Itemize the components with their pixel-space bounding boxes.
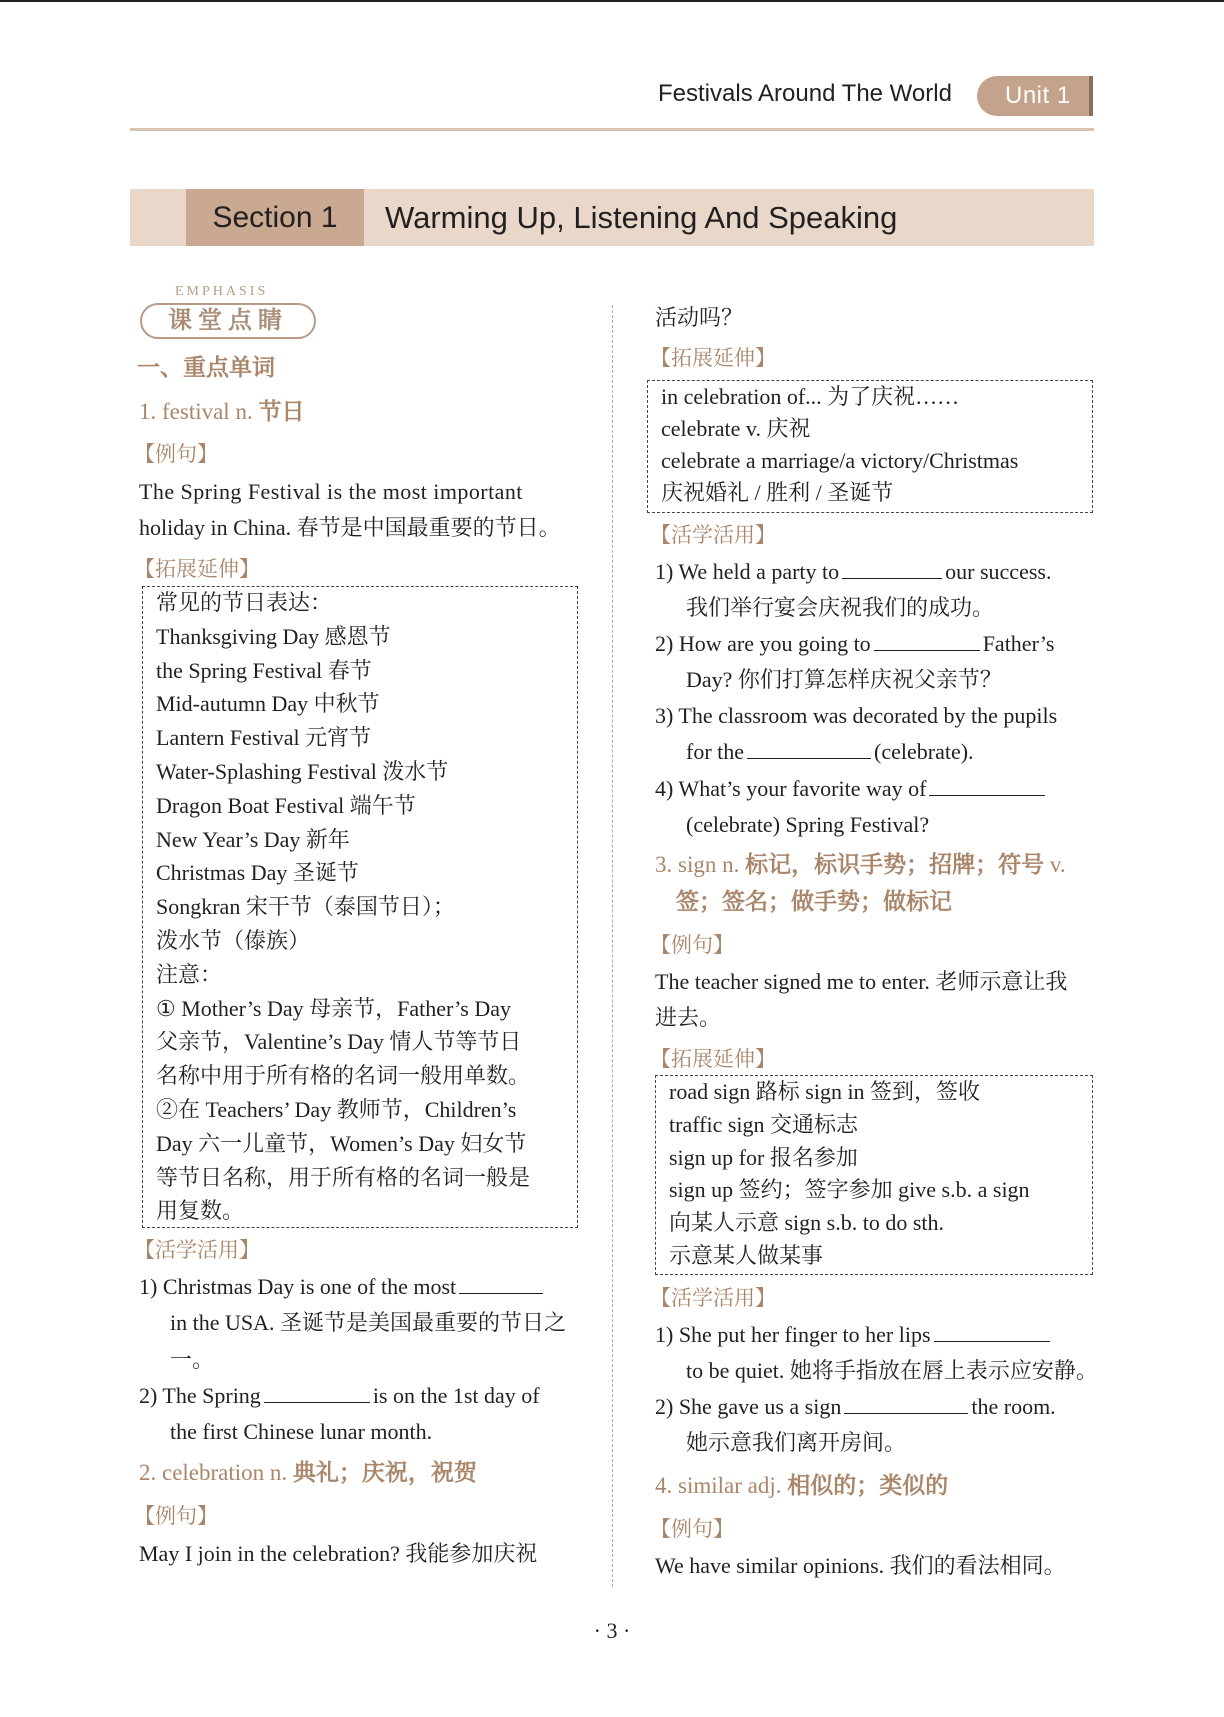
practice-text: 4) What’s your favorite way of [655,776,927,801]
practice-item-2 [655,1393,1056,1421]
extension-box-line: 等节日名称，用于所有格的名词一般是 [156,1164,531,1190]
extension-box-celebration [647,380,1093,513]
extension-box-line: Day 六一儿童节，Women’s Day 妇女节 [156,1130,527,1156]
answer-blank[interactable] [844,1395,968,1414]
practice-item-1 [655,558,1051,586]
extension-box-line: 向某人示意 sign s.b. to do sth. [669,1210,945,1236]
extension-label: 【拓展延伸】 [650,1047,776,1071]
page-number: · 3 · [593,1618,631,1643]
practice-text: (celebrate). [874,739,974,764]
word-entry-meaning: 签；签名；做手势；做标记 [676,889,952,914]
extension-box-line: 父亲节，Valentine’s Day 情人节等节日 [156,1029,522,1055]
answer-blank[interactable] [842,560,942,579]
extension-box-line: 示意某人做某事 [669,1243,824,1268]
practice-item-4 [655,775,1048,803]
word-entry-number: 3. sign n. [655,852,746,877]
practice-text: the first Chinese lunar month. [170,1419,433,1444]
word-entry-festival [139,398,304,426]
emphasis-caption: EMPHASIS [175,284,269,299]
example-sentence-line: 进去。 [655,1005,722,1030]
example-sentence-line: We have similar opinions. 我们的看法相同。 [655,1553,1066,1578]
extension-box-line: road sign 路标 sign in 签到，签收 [669,1079,981,1104]
example-label: 【例句】 [134,442,218,466]
practice-item-3-cont [686,738,974,766]
example-label: 【例句】 [134,1504,218,1528]
example-sentence-line: The Spring Festival is the most important [139,479,523,504]
section-title: Warming Up, Listening And Speaking [385,200,898,235]
extension-box-line: New Year’s Day 新年 [156,826,350,852]
practice-text: to be quiet. 她将手指放在唇上表示应安静。 [686,1358,1098,1383]
example-sentence-line: May I join in the celebration? 我能参加庆祝 [139,1541,538,1566]
practice-text: Father’s [982,631,1055,656]
practice-text: 1) Christmas Day is one of the most [139,1274,457,1299]
extension-box-line: sign up for 报名参加 [669,1144,858,1170]
example-label: 【例句】 [650,933,734,957]
answer-blank[interactable] [264,1384,370,1403]
part-title: 一、重点单词 [137,355,275,380]
column-divider [612,305,613,1587]
practice-text: our success. [945,559,1052,584]
practice-text: 2) The Spring [139,1383,261,1408]
practice-text: (celebrate) Spring Festival? [686,812,930,837]
emphasis-pill: 课堂点睛 [140,303,316,339]
example-sentence-line: The teacher signed me to enter. 老师示意让我 [655,969,1068,994]
top-border-line [0,0,1224,2]
word-entry-number: 4. similar adj. [655,1473,788,1498]
practice-text: 1) We held a party to [655,559,840,584]
section-number: Section 1 [186,189,364,246]
practice-item-2 [139,1382,540,1410]
extension-box-line: sign up 签约；签字参加 give s.b. a sign [669,1177,1030,1203]
word-entry-celebration [139,1459,477,1487]
practice-label: 【活学活用】 [650,523,776,547]
extension-box-line: Dragon Boat Festival 端午节 [156,792,416,818]
extension-box-line: 庆祝婚礼 / 胜利 / 圣诞节 [661,480,894,505]
word-entry-meaning: 标记，标识手势；招牌；符号 [745,852,1050,877]
answer-blank[interactable] [459,1275,543,1294]
extension-box-line: the Spring Festival 春节 [156,657,372,683]
practice-text: 她示意我们离开房间。 [686,1430,907,1455]
unit-badge: Unit 1 [977,76,1093,116]
extension-box-line: 名称中用于所有格的名词一般用单数。 [156,1063,531,1089]
extension-box-line: celebrate v. 庆祝 [661,416,811,441]
answer-blank[interactable] [747,740,871,759]
extension-box-line: Songkran 宋干节（泰国节日）； [156,894,455,920]
word-entry-meaning: 典礼；庆祝，祝贺 [292,1460,477,1485]
practice-label: 【活学活用】 [650,1286,776,1310]
practice-item-2 [655,630,1054,658]
extension-box-festivals [142,586,578,1228]
extension-box-line: Christmas Day 圣诞节 [156,860,359,886]
practice-text: 2) She gave us a sign [655,1394,842,1419]
answer-blank[interactable] [929,777,1045,796]
extension-box-line: ① Mother’s Day 母亲节，Father’s Day [156,995,511,1021]
extension-box-line: Water-Splashing Festival 泼水节 [156,759,449,784]
word-entry-sign [655,851,1066,879]
extension-box-line: in celebration of... 为了庆祝…… [661,384,960,409]
extension-box-line: Thanksgiving Day 感恩节 [156,623,391,649]
practice-item-3: 3) The classroom was decorated by the pupils [655,703,1058,728]
running-header-title: Festivals Around The World [658,80,952,107]
extension-box-line: ②在 Teachers’ Day 教师节，Children’s [156,1097,517,1122]
word-entry-similar [655,1472,948,1500]
extension-box-line: Lantern Festival 元宵节 [156,725,372,751]
example-label: 【例句】 [650,1517,734,1541]
answer-blank[interactable] [934,1323,1050,1342]
practice-text: 2) How are you going to [655,631,871,656]
answer-blank[interactable] [874,632,980,651]
continued-text: 活动吗？ [655,305,744,330]
extension-box-line: traffic sign 交通标志 [669,1111,859,1137]
practice-text: 1) She put her finger to her lips [655,1322,931,1347]
extension-box-line: 注意： [156,961,223,987]
extension-label: 【拓展延伸】 [134,557,260,581]
practice-label: 【活学活用】 [134,1238,260,1262]
practice-text: the room. [971,1394,1056,1419]
extension-box-line: Mid-autumn Day 中秋节 [156,691,380,717]
extension-box-sign [655,1075,1093,1275]
practice-item-1 [655,1321,1053,1349]
practice-text: 一。 [170,1347,215,1372]
header-rule [130,128,1094,131]
word-entry-number: 2. celebration n. [139,1460,293,1485]
word-entry-meaning: 节日 [258,399,305,424]
example-sentence-line: holiday in China. 春节是中国最重要的节日。 [139,515,561,540]
practice-text: is on the 1st day of [372,1383,540,1408]
practice-text: 我们举行宴会庆祝我们的成功。 [686,595,995,620]
practice-text: for the [686,739,745,764]
practice-text: in the USA. 圣诞节是美国最重要的节日之 [170,1310,567,1335]
word-entry-pos: v. [1049,852,1066,877]
section-banner [130,189,1094,246]
extension-box-line: 常见的节日表达： [156,590,333,615]
practice-item-1 [139,1273,546,1301]
extension-box-line: celebrate a marriage/a victory/Christmas [661,448,1019,473]
word-entry-number: 1. festival n. [139,399,259,424]
extension-box-line: 泼水节（傣族） [156,928,311,953]
extension-box-line: 用复数。 [156,1198,245,1224]
extension-label: 【拓展延伸】 [650,346,776,370]
word-entry-meaning: 相似的；类似的 [787,1473,949,1498]
practice-text: Day? 你们打算怎样庆祝父亲节？ [686,667,1002,692]
